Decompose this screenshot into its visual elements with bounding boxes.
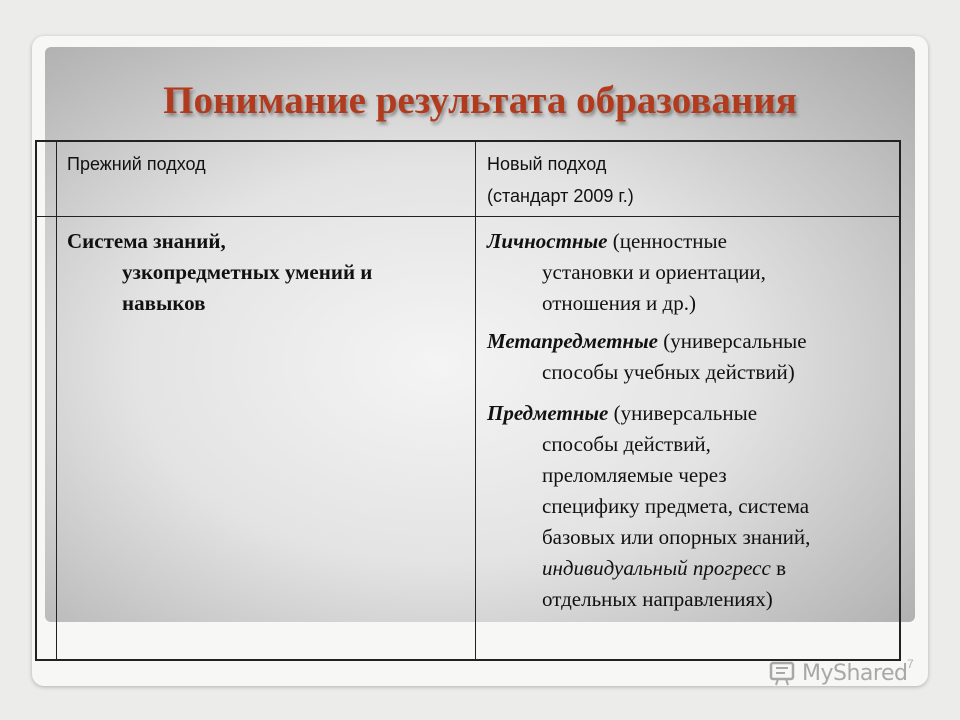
- old-approach-line: навыков: [122, 291, 206, 315]
- new-approach-item-metasubject: Метапредметные (универсальные способы учебных действий): [487, 329, 807, 384]
- page-number: 7: [907, 657, 914, 671]
- old-approach-content: [67, 226, 467, 319]
- new-approach-item-subject: Предметные (универсальные способы действий, преломляемые через специфику предмета, система базовых или опорных знаний, индивидуальный прогресс в отдельных направлениях): [487, 401, 811, 611]
- header-new-approach: Новый подход: [487, 154, 607, 174]
- comparison-table: [35, 140, 901, 661]
- header-old-approach: Прежний подход: [67, 154, 206, 174]
- table-left-margin-line: [56, 142, 57, 659]
- header-new-approach-standard: (стандарт 2009 г.): [487, 186, 634, 206]
- term-subject: Предметные: [487, 401, 609, 425]
- slide-title: Понимание результата образования: [163, 79, 797, 122]
- term-personal: Личностные: [487, 229, 608, 253]
- individual-progress-text: индивидуальный прогресс: [542, 556, 771, 580]
- table-column-divider: [475, 142, 476, 659]
- old-approach-line: узкопредметных умений и: [122, 260, 373, 284]
- myshared-logo-icon: [768, 660, 798, 686]
- watermark: [768, 660, 907, 686]
- table-header-divider: [37, 216, 899, 217]
- old-approach-line: Система знаний,: [67, 229, 226, 253]
- new-approach-item-personal: Личностные (ценностные установки и ориентации, отношения и др.): [487, 229, 766, 315]
- watermark-text: MyShared: [802, 660, 908, 686]
- term-metasubject: Метапредметные: [487, 329, 658, 353]
